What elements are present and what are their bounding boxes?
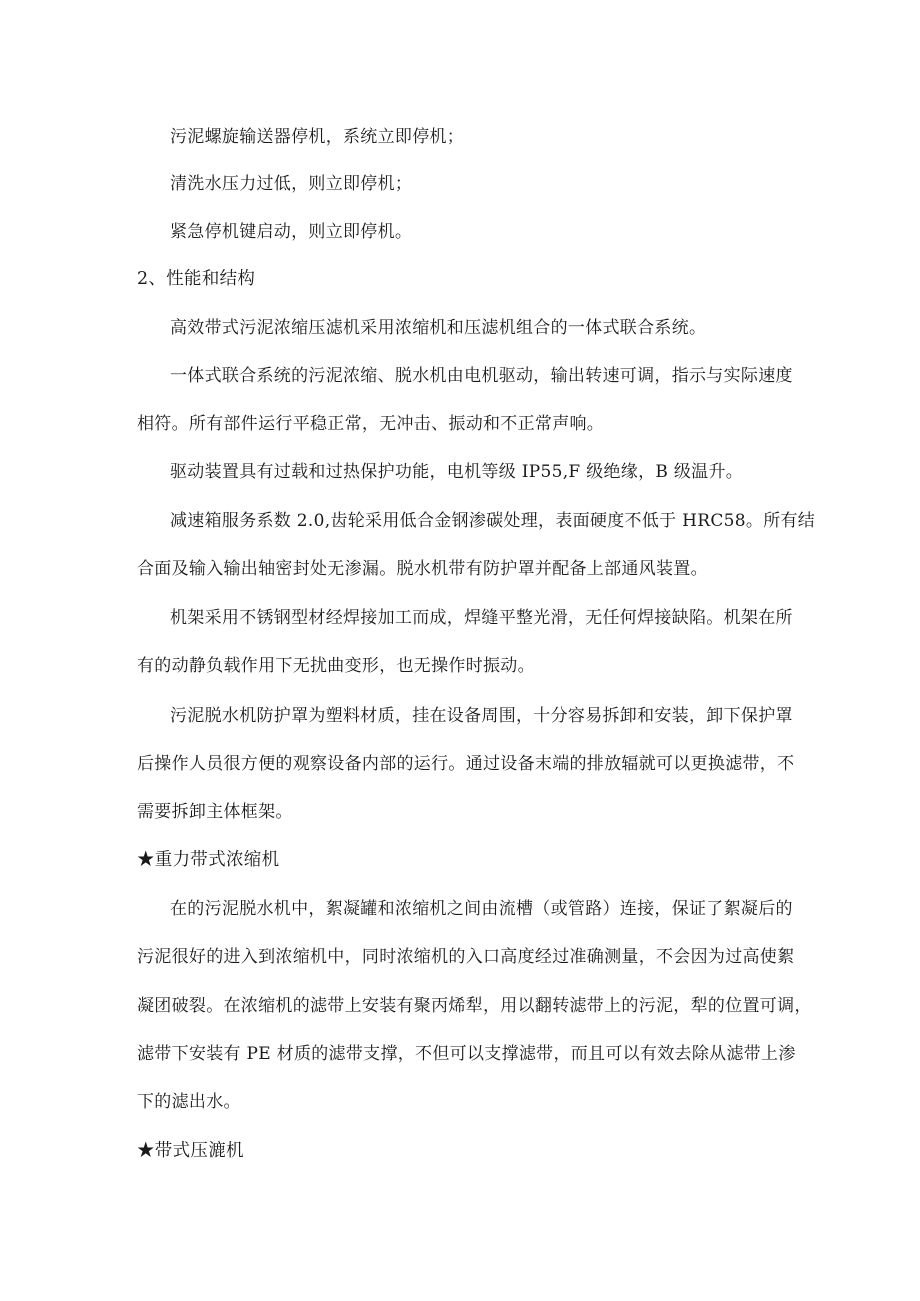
section-heading: ★带式压漉机 [137, 1141, 244, 1161]
paragraph-line: 污泥螺旋输送器停机，系统立即停机； [170, 127, 465, 147]
paragraph-line: 污泥很好的进入到浓缩机中，同时浓缩机的入口高度经过准确测量，不会因为过高使絮 [137, 947, 795, 967]
paragraph-line: 合面及输入输出轴密封处无渗漏。脱水机带有防护罩并配备上部通风装置。 [137, 559, 708, 579]
paragraph-line: 一体式联合系统的污泥浓缩、脱水机由电机驱动，输出转速可调，指示与实际速度 [170, 366, 793, 386]
paragraph-line: 需要拆卸主体框架。 [137, 802, 293, 822]
paragraph-line: 减速箱服务系数 2.0,齿轮采用低合金钢渗碳处理，表面硬度不低于 HRC58。所有结 [170, 511, 816, 531]
paragraph-line: 相符。所有部件运行平稳正常，无冲击、振动和不正常声响。 [137, 414, 605, 434]
paragraph-line: 清洗水压力过低，则立即停机； [170, 174, 413, 194]
paragraph-line: 紧急停机键启动，则立即停机。 [170, 222, 413, 242]
paragraph-line: 凝团破裂。在浓缩机的滤带上安装有聚丙烯犁，用以翻转滤带上的污泥，犁的位置可调， [137, 996, 812, 1016]
paragraph-line: 高效带式污泥浓缩压滤机采用浓缩机和压滤机组合的一体式联合系统。 [170, 318, 707, 338]
paragraph-line: 污泥脱水机防护罩为塑料材质，挂在设备周围，十分容易拆卸和安装，卸下保护罩 [170, 706, 793, 726]
section-heading: 2、性能和结构 [137, 269, 256, 289]
section-heading: ★重力带式浓缩机 [137, 850, 280, 870]
paragraph-line: 机架采用不锈钢型材经焊接加工而成，焊缝平整光滑，无任何焊接缺陷。机架在所 [170, 608, 793, 628]
paragraph-line: 有的动静负载作用下无扰曲变形，也无操作时振动。 [137, 656, 535, 676]
paragraph-line: 后操作人员很方便的观察设备内部的运行。通过设备末端的排放辐就可以更换滤带，不 [137, 754, 795, 774]
paragraph-line: 下的滤出水。 [137, 1092, 241, 1112]
paragraph-line: 在的污泥脱水机中，絮凝罐和浓缩机之间由流槽（或管路）连接，保证了絮凝后的 [170, 899, 793, 919]
paragraph-line: 滤带下安装有 PE 材质的滤带支撑，不但可以支撑滤带，而且可以有效去除从滤带上渗 [137, 1044, 796, 1064]
paragraph-line: 驱动装置具有过载和过热保护功能，电机等级 IP55,F 级绝缘，B 级温升。 [170, 462, 744, 482]
